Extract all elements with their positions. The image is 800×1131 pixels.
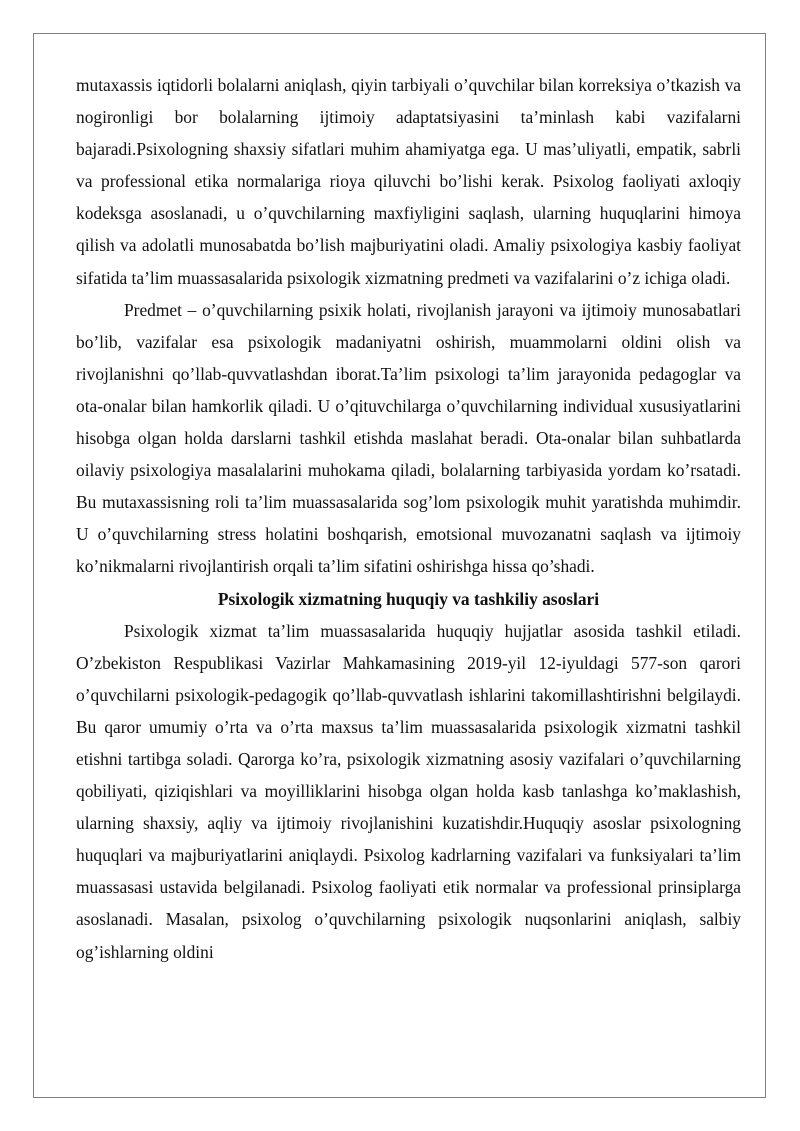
paragraph-continuation: mutaxassis iqtidorli bolalarni aniqlash, qiyin tarbiyali o’quvchilar bilan korreksiya o’tkazish va nogironligi bor bolalarning ijtimoiy adaptatsiyasini ta’minlash kabi vazifalarni bajaradi.Psixologning shaxsiy sifatlari muhim ahamiyatga ega. U mas’uliyatli, empatik, sabrli va professional etika normalariga rioya qiluvchi bo’lishi kerak. Psixolog faoliyati axloqiy kodeksga asoslanadi, u o’quvchilarning maxfiyligini saqlash, ularning huquqlarini himoya qilish va adolatli munosabatda bo’lish majburiyatini oladi. Amaliy psixologiya kasbiy faoliyat sifatida ta’lim muassasalarida psixologik xizmatning predmeti va vazifalarini o’z ichiga oladi.: [76, 75, 741, 288]
document-body: [76, 69, 741, 968]
section-heading: Psixologik xizmatning huquqiy va tashkiliy asoslari: [217, 588, 600, 609]
paragraph-predmet: Predmet – o’quvchilarning psixik holati, rivojlanish jarayoni va ijtimoiy munosabatlari bo’lib, vazifalar esa psixologik madaniyatni oshirish, muammolarni oldini olish va rivojlanishni qo’llab-quvvatlashdan iborat.Ta’lim psixologi ta’lim jarayonida pedagoglar va ota-onalar bilan hamkorlik qiladi. U o’qituvchilarga o’quvchilarning individual xususiyatlarini hisobga olgan holda darslarni tashkil etishda maslahat beradi. Ota-onalar bilan suhbatlarda oilaviy psixologiya masalalarini muhokama qiladi, bolalarning tarbiyasida yordam ko’rsatadi. Bu mutaxassisning roli ta’lim muassasalarida sog’lom psixologik muhit yaratishda muhimdir. U o’quvchilarning stress holatini boshqarish, emotsional muvozanatni saqlash va ijtimoiy ko’nikmalarni rivojlantirish orqali ta’lim sifatini oshirishga hissa qo’shadi.: [76, 299, 741, 577]
paragraph-legal-basis: Psixologik xizmat ta’lim muassasalarida huquqiy hujjatlar asosida tashkil etiladi. O’zbekiston Respublikasi Vazirlar Mahkamasining 2019-yil 12-iyuldagi 577-son qarori o’quvchilarni psixologik-pedagogik qo’llab-quvvatlash ishlarini takomillashtirishni belgilaydi. Bu qaror umumiy o’rta va o’rta maxsus ta’lim muassasalarida psixologik xizmatni tashkil etishni tartibga soladi. Qarorga ko’ra, psixologik xizmatning asosiy vazifalari o’quvchilarning qobiliyati, qiziqishlari va moyilliklarini hisobga olgan holda kasb tanlashga ko’maklashish, ularning shaxsiy, aqliy va ijtimoiy rivojlanishini kuzatishdir.Huquqiy asoslar psixologning huquqlari va majburiyatlarini aniqlaydi. Psixolog kadrlarning vazifalari va funksiyalari ta’lim muassasasi ustavida belgilanadi. Psixolog faoliyati etik normalar va professional prinsiplarga asoslanadi. Masalan, psixolog o’quvchilarning psixologik nuqsonlarini aniqlash, salbiy og’ishlarning oldini: [76, 620, 741, 962]
